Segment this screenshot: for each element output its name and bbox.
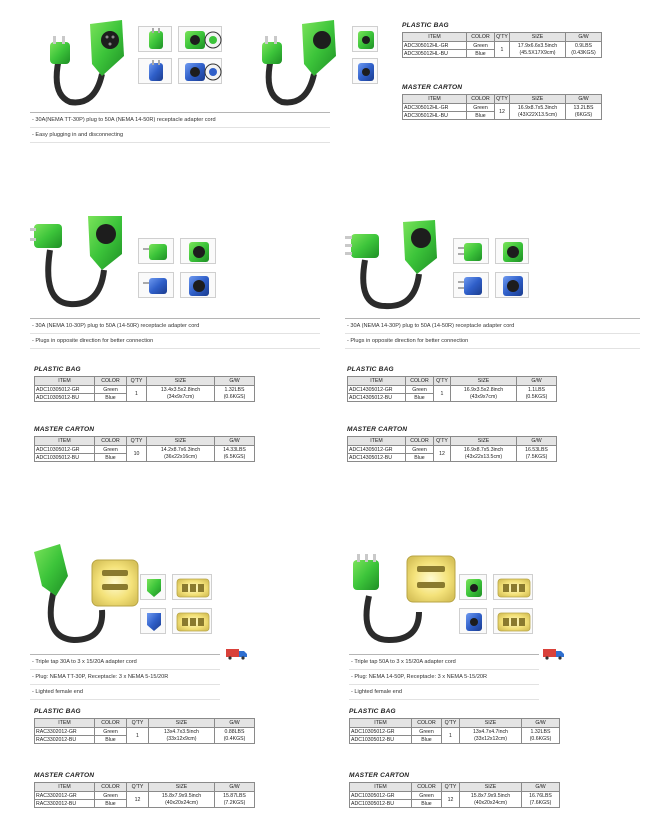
weight-imperial: 1.32LBS — [530, 728, 551, 735]
table-header: Q'TY — [442, 783, 460, 792]
size-metric: (40x20x24cm) — [474, 799, 507, 806]
size-imperial: 15.8x7.9x9.5inch — [161, 792, 202, 799]
section-title: MASTER CARTON — [349, 772, 410, 779]
item-code: RAC3302012-BU — [35, 736, 95, 744]
size-cell — [149, 728, 215, 744]
item-code: ADC10305012-BU — [35, 454, 95, 462]
color-cell: Green — [95, 792, 127, 800]
qty-cell: 12 — [495, 104, 510, 120]
weight-imperial: 14.33LBS — [223, 446, 246, 453]
qty-cell: 1 — [442, 728, 460, 744]
table-header: ITEM — [348, 377, 406, 386]
table-header: SIZE — [451, 377, 517, 386]
product-4 — [0, 536, 323, 836]
table-header: Q'TY — [496, 96, 508, 102]
color-cell: Green — [406, 386, 434, 394]
table-header: Q'TY — [496, 34, 508, 40]
weight-metric: (7.6KGS) — [529, 799, 552, 806]
thumb-green-receptacle — [178, 26, 222, 52]
weight-cell — [566, 104, 602, 120]
color-cell: Green — [412, 792, 442, 800]
master-carton-table — [402, 94, 602, 120]
table-header: COLOR — [406, 437, 434, 446]
feature-text: - 30A (NEMA 10-30P) plug to 50A (14-50R) receptacle adapter cord — [32, 323, 200, 329]
size-cell — [460, 792, 522, 808]
plastic-bag-section — [402, 22, 602, 58]
weight-metric: (0.6KGS) — [223, 393, 246, 400]
section-title: MASTER CARTON — [34, 426, 95, 433]
thumb-green-plug — [138, 26, 172, 52]
feature-text: - 30A (NEMA 14-30P) plug to 50A (14-50R) receptacle adapter cord — [347, 323, 515, 329]
feature-text: - Plug: NEMA 14-50P, Receptacle: 3 x NEMA 5-15/20R — [351, 674, 488, 680]
table-header: Q'TY — [434, 437, 451, 446]
table-header: G/W — [215, 719, 255, 728]
weight-cell — [215, 446, 255, 462]
feature-text: - Plugs in opposite direction for better connection — [347, 338, 469, 344]
master-carton-section — [34, 772, 255, 808]
triple-tap-cord-photo — [349, 546, 459, 644]
feature-text: - Lighted female end — [32, 689, 83, 695]
master-carton-section — [349, 772, 560, 808]
plastic-bag-section — [34, 708, 255, 744]
size-cell — [510, 42, 566, 58]
weight-imperial: 16.53LBS — [525, 446, 548, 453]
table-header: ITEM — [348, 437, 406, 446]
color-cell: Green — [406, 446, 434, 454]
item-code: ADC305012HL-GR — [403, 104, 467, 112]
table-header: COLOR — [467, 95, 495, 104]
qty-cell: 1 — [127, 728, 149, 744]
master-carton-section — [34, 426, 255, 462]
weight-metric: (7.5KGS) — [525, 453, 548, 460]
color-cell: Green — [467, 104, 495, 112]
thumb-blue-plug — [138, 58, 172, 84]
size-imperial: 16.9x8.7x5.3inch — [517, 104, 558, 111]
item-code: ADC305012HL-BU — [403, 50, 467, 58]
thumb-blue-receptacle — [495, 272, 529, 298]
size-imperial: 14.2x8.7x6.3inch — [160, 446, 201, 453]
size-metric: (34x9x7cm) — [166, 393, 195, 400]
table-header: ITEM — [350, 783, 412, 792]
item-code: ADC14305012-BU — [348, 394, 406, 402]
weight-metric: (6KGS) — [574, 111, 593, 118]
table-header: G/W — [566, 95, 602, 104]
table-header: Q'TY — [442, 719, 460, 728]
qty-cell: 1 — [127, 386, 147, 402]
plastic-bag-section — [347, 366, 557, 402]
qty-cell: 12 — [127, 792, 149, 808]
item-code: ADC10305012-BU — [350, 800, 412, 808]
color-cell: Blue — [95, 736, 127, 744]
item-code: RAC3302012-BU — [35, 800, 95, 808]
table-header: SIZE — [149, 783, 215, 792]
master-carton-table — [34, 436, 255, 462]
size-cell — [460, 728, 522, 744]
section-title: PLASTIC BAG — [402, 22, 449, 29]
color-cell: Green — [467, 42, 495, 50]
thumb-lighted-end — [493, 574, 533, 600]
table-header: COLOR — [95, 719, 127, 728]
size-imperial: 17.9x6.6x3.5inch — [517, 42, 558, 49]
weight-imperial: 13.2LBS — [573, 104, 594, 111]
table-header: G/W — [517, 437, 557, 446]
item-code: ADC10305012-GR — [350, 792, 412, 800]
table-header: Q'TY — [127, 719, 149, 728]
thumb-blue-plug — [140, 608, 166, 634]
color-cell: Blue — [412, 736, 442, 744]
master-carton-table — [34, 782, 255, 808]
table-header: Q'TY — [434, 377, 451, 386]
feature-text: - Triple tap 30A to 3 x 15/20A adapter cord — [32, 659, 137, 665]
table-header: ITEM — [403, 95, 467, 104]
size-imperial: 13x4.7x4.7inch — [473, 728, 508, 735]
thumb-green-receptacle — [495, 238, 529, 264]
plastic-bag-section — [349, 708, 560, 744]
table-header: SIZE — [460, 719, 522, 728]
item-code: ADC305012HL-GR — [403, 42, 467, 50]
table-header: COLOR — [412, 719, 442, 728]
feature-list — [30, 318, 320, 349]
weight-metric: (0.43KGS) — [571, 49, 596, 56]
adapter-cord-photo-2 — [252, 14, 342, 106]
item-code: ADC10305012-GR — [35, 386, 95, 394]
feature-list — [30, 654, 220, 700]
item-code: ADC10305012-BU — [350, 736, 412, 744]
color-cell: Blue — [467, 50, 495, 58]
thumb-blue-end — [352, 58, 378, 84]
section-title: PLASTIC BAG — [34, 366, 81, 373]
color-cell: Blue — [406, 454, 434, 462]
size-imperial: 16.9x8.7x5.3inch — [463, 446, 504, 453]
size-metric: (33x12x12cm) — [474, 735, 507, 742]
product-3 — [323, 210, 646, 480]
table-header: SIZE — [460, 783, 522, 792]
product-5 — [323, 536, 646, 836]
table-header: G/W — [566, 33, 602, 42]
section-title: MASTER CARTON — [34, 772, 95, 779]
product-2 — [0, 210, 323, 480]
table-header: SIZE — [149, 719, 215, 728]
table-header: COLOR — [95, 783, 127, 792]
table-header: COLOR — [412, 783, 442, 792]
size-imperial: 15.8x7.9x9.5inch — [470, 792, 511, 799]
plastic-bag-table — [347, 376, 557, 402]
weight-metric: (0.6KGS) — [529, 735, 552, 742]
plastic-bag-table — [34, 718, 255, 744]
color-cell: Green — [412, 728, 442, 736]
color-cell: Blue — [406, 394, 434, 402]
qty-cell: 12 — [434, 446, 451, 462]
thumb-lighted-end-blue — [493, 608, 533, 634]
truck-icon — [543, 648, 565, 660]
feature-list — [345, 318, 640, 349]
item-code: ADC14305012-GR — [348, 446, 406, 454]
table-header: G/W — [215, 377, 255, 386]
weight-cell — [215, 792, 255, 808]
size-cell — [149, 792, 215, 808]
weight-metric: (7.2KGS) — [223, 799, 246, 806]
table-header: SIZE — [510, 33, 566, 42]
weight-imperial: 16.76LBS — [529, 792, 552, 799]
thumb-green-plug — [459, 574, 487, 600]
size-cell — [451, 386, 517, 402]
size-metric: (43x22x13.5cm) — [464, 453, 503, 460]
weight-metric: (6.5KGS) — [223, 453, 246, 460]
size-imperial: 13x4.7x3.5inch — [164, 728, 199, 735]
product-1 — [0, 0, 646, 150]
table-header: ITEM — [35, 437, 95, 446]
table-header: ITEM — [35, 783, 95, 792]
feature-text: - Lighted female end — [351, 689, 402, 695]
plastic-bag-section — [34, 366, 255, 402]
master-carton-table — [347, 436, 557, 462]
table-header: Q'TY — [127, 377, 147, 386]
table-header: G/W — [522, 719, 560, 728]
size-metric: (43x9x7cm) — [469, 393, 498, 400]
section-title: PLASTIC BAG — [34, 708, 81, 715]
color-cell: Blue — [412, 800, 442, 808]
adapter-cord-photo — [343, 216, 443, 312]
table-header: Q'TY — [127, 783, 149, 792]
table-header: ITEM — [35, 719, 95, 728]
thumb-blue-plug — [138, 272, 174, 298]
table-header: G/W — [522, 783, 560, 792]
weight-imperial: 1.1LBS — [527, 386, 546, 393]
weight-imperial: 1.32LBS — [224, 386, 245, 393]
size-metric: (40x20x24cm) — [165, 799, 198, 806]
color-cell: Blue — [467, 112, 495, 120]
section-title: PLASTIC BAG — [347, 366, 394, 373]
plastic-bag-table — [402, 32, 602, 58]
color-cell: Blue — [95, 454, 127, 462]
qty-cell: 1 — [434, 386, 451, 402]
weight-cell — [517, 446, 557, 462]
qty-cell: 1 — [495, 42, 510, 58]
thumb-green-receptacle — [180, 238, 216, 264]
item-code: ADC10305012-GR — [35, 446, 95, 454]
item-code: ADC305012HL-BU — [403, 112, 467, 120]
weight-cell — [517, 386, 557, 402]
triple-tap-cord-photo — [32, 540, 142, 644]
adapter-cord-photo — [30, 210, 130, 310]
feature-text: - Triple tap 50A to 3 x 15/20A adapter cord — [351, 659, 456, 665]
thumb-blue-plug — [453, 272, 489, 298]
table-header: COLOR — [467, 33, 495, 42]
table-header: SIZE — [510, 95, 566, 104]
size-metric: (36x22x16cm) — [164, 453, 197, 460]
table-header: ITEM — [350, 719, 412, 728]
master-carton-section — [347, 426, 557, 462]
item-code: ADC10305012-GR — [350, 728, 412, 736]
truck-icon — [226, 648, 248, 660]
color-cell: Green — [95, 728, 127, 736]
table-header: COLOR — [95, 437, 127, 446]
size-cell — [451, 446, 517, 462]
master-carton-section — [402, 84, 602, 120]
feature-list — [30, 112, 330, 143]
weight-cell — [522, 792, 560, 808]
thumb-blue-receptacle — [180, 272, 216, 298]
table-header: ITEM — [403, 33, 467, 42]
section-title: MASTER CARTON — [347, 426, 408, 433]
item-code: ADC14305012-GR — [348, 386, 406, 394]
table-header: COLOR — [406, 377, 434, 386]
adapter-cord-photo — [40, 14, 130, 106]
plastic-bag-table — [34, 376, 255, 402]
weight-imperial: 0.9LBS — [574, 42, 593, 49]
thumb-green-plug — [453, 238, 489, 264]
table-header: Q'TY — [127, 437, 147, 446]
thumb-lighted-end-blue — [172, 608, 212, 634]
master-carton-table — [349, 782, 560, 808]
size-metric: (43X22X13.5cm) — [518, 111, 557, 118]
weight-imperial: 0.88LBS — [224, 728, 245, 735]
item-code: RAC3302012-GR — [35, 728, 95, 736]
table-header: G/W — [517, 377, 557, 386]
color-cell: Green — [95, 446, 127, 454]
table-header: COLOR — [95, 377, 127, 386]
weight-metric: (0.5KGS) — [525, 393, 548, 400]
qty-cell: 12 — [442, 792, 460, 808]
item-code: ADC14305012-BU — [348, 454, 406, 462]
weight-cell — [566, 42, 602, 58]
qty-cell: 10 — [127, 446, 147, 462]
item-code: RAC3302012-GR — [35, 792, 95, 800]
size-metric: (33x12x9cm) — [166, 735, 197, 742]
feature-text: - Easy plugging in and disconnecting — [32, 132, 124, 138]
weight-cell — [215, 386, 255, 402]
section-title: MASTER CARTON — [402, 84, 463, 91]
weight-cell — [522, 728, 560, 744]
table-header: SIZE — [147, 377, 215, 386]
table-header: G/W — [215, 437, 255, 446]
feature-text: - Plug: NEMA TT-30P, Receptacle: 3 x NEMA 5-15/20R — [32, 674, 169, 680]
color-cell: Blue — [95, 394, 127, 402]
feature-list — [349, 654, 539, 700]
thumb-green-end — [352, 26, 378, 52]
size-imperial: 13.4x3.5x2.8inch — [160, 386, 201, 393]
weight-cell — [215, 728, 255, 744]
table-header: ITEM — [35, 377, 95, 386]
weight-metric: (0.4KGS) — [223, 735, 246, 742]
section-title: PLASTIC BAG — [349, 708, 396, 715]
thumb-blue-plug — [459, 608, 487, 634]
table-header: SIZE — [451, 437, 517, 446]
table-header: SIZE — [147, 437, 215, 446]
size-cell — [147, 386, 215, 402]
size-cell — [510, 104, 566, 120]
thumb-lighted-end — [172, 574, 212, 600]
thumb-green-plug — [140, 574, 166, 600]
thumb-green-plug — [138, 238, 174, 264]
plastic-bag-table — [349, 718, 560, 744]
thumb-blue-receptacle — [178, 58, 222, 84]
color-cell: Green — [95, 386, 127, 394]
color-cell: Blue — [95, 800, 127, 808]
feature-text: - 30A(NEMA TT-30P) plug to 50A (NEMA 14-50R) receptacle adapter cord — [32, 117, 216, 123]
weight-imperial: 15.87LBS — [223, 792, 246, 799]
size-imperial: 16.9x3.5x2.8inch — [463, 386, 504, 393]
feature-text: - Plugs in opposite direction for better connection — [32, 338, 154, 344]
size-metric: (45.5X17X9cm) — [519, 49, 556, 56]
item-code: ADC10305012-BU — [35, 394, 95, 402]
size-cell — [147, 446, 215, 462]
table-header: G/W — [215, 783, 255, 792]
